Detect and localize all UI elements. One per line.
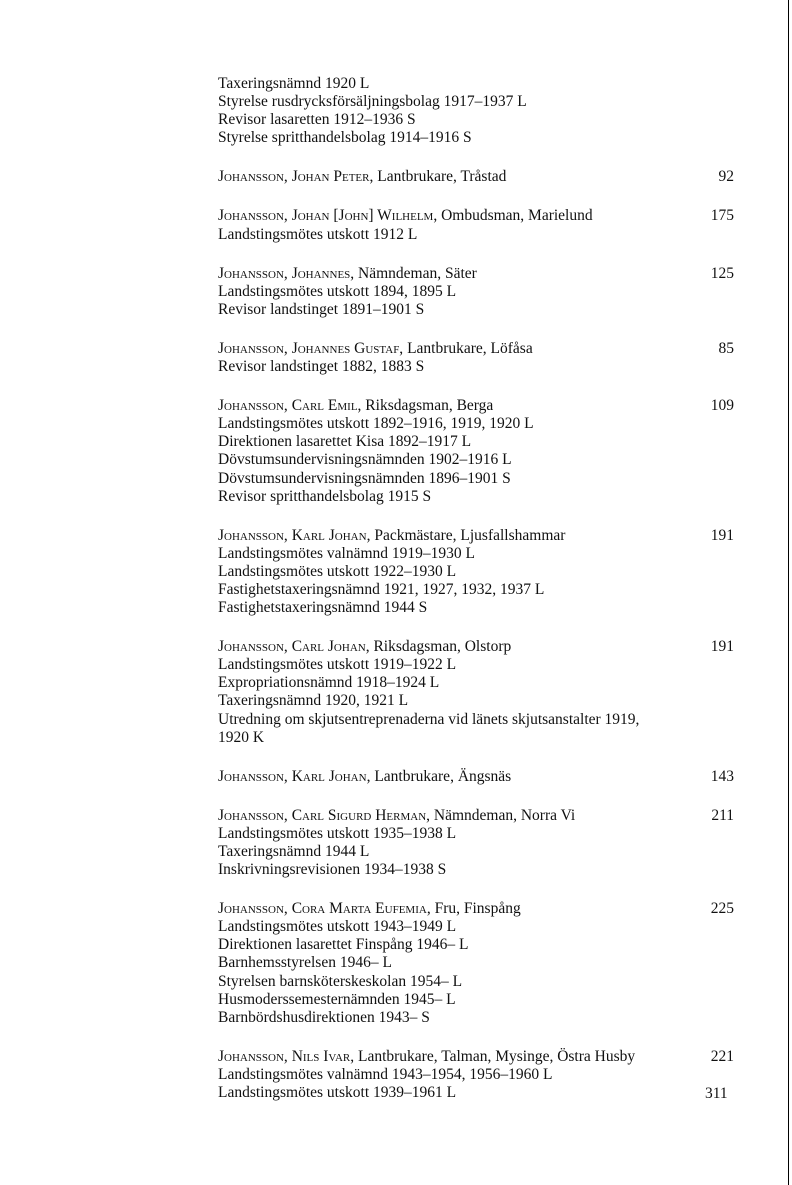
person-description: Riksdagsman, Berga (365, 397, 494, 415)
surname: Johansson, (218, 900, 288, 918)
register-entry (218, 768, 734, 786)
entry-heading (218, 168, 734, 186)
entry-line: Dövstumsundervisningsnämnden 1902–1916 L (218, 451, 512, 469)
person-description: Riksdagsman, Olstorp (373, 638, 512, 656)
person-description: Nämndeman, Norra Vi (433, 806, 576, 824)
surname: Johansson, (218, 207, 288, 225)
entry-line: Landstingsmötes utskott 1892–1916, 1919, 1920 L (218, 415, 534, 433)
entry-heading (218, 265, 734, 283)
given-names: Johannes, (291, 264, 355, 282)
person-name (218, 397, 493, 415)
given-names: Cora Marta Eufemia, (291, 900, 431, 918)
person-name (218, 207, 593, 225)
page-reference: 211 (711, 806, 734, 824)
entry-line: Direktionen lasarettet Finspång 1946– L (218, 936, 469, 954)
register-entry (218, 207, 734, 243)
given-names: Nils Ivar, (291, 1047, 355, 1065)
person-description: Fru, Finspång (434, 900, 521, 918)
given-names: Karl Johan, (291, 526, 371, 544)
page-reference: 92 (718, 168, 734, 186)
given-names: Carl Johan, (291, 638, 370, 656)
person-description: Lantbrukare, Ängsnäs (374, 767, 512, 785)
page-reference: 109 (710, 397, 734, 415)
person-description: Lantbrukare, Talman, Mysinge, Östra Husby (357, 1047, 636, 1065)
person-name (218, 807, 575, 825)
page-reference: 191 (710, 638, 734, 656)
register-entry (218, 265, 734, 319)
entry-line: Landstingsmötes utskott 1922–1930 L (218, 562, 457, 580)
page-reference: 191 (710, 526, 734, 544)
person-name (218, 265, 477, 283)
entry-line: Fastighetstaxeringsnämnd 1944 S (218, 599, 428, 617)
surname: Johansson, (218, 264, 288, 282)
continued-entry (218, 75, 734, 147)
surname: Johansson, (218, 526, 288, 544)
person-name (218, 340, 533, 358)
given-names: Johan [John] Wilhelm, (291, 207, 438, 225)
register-entry (218, 527, 734, 617)
entry-line: Taxeringsnämnd 1944 L (218, 843, 370, 860)
entry-line: Expropriationsnämnd 1918–1924 L (218, 674, 440, 692)
entry-line: Barnhemsstyrelsen 1946– L (218, 954, 392, 972)
entry-line: 1920 K (218, 728, 265, 746)
surname: Johansson, (218, 339, 288, 357)
entry-line: Landstingsmötes utskott 1919–1922 L (218, 656, 457, 674)
page-reference: 125 (710, 264, 734, 282)
person-name (218, 527, 565, 545)
entry-line: Styrelse rusdrycksförsäljningsbolag 1917–1937 L (218, 93, 527, 111)
entry-line: Utredning om skjutsentreprenaderna vid länets skjutsanstalter 1919, (218, 710, 640, 728)
entry-heading (218, 900, 734, 918)
given-names: Johannes Gustaf, (291, 339, 404, 357)
entry-line: Inskrivningsrevisionen 1934–1938 S (218, 861, 447, 879)
register-entry (218, 397, 734, 506)
entry-line: Landstingsmötes utskott 1939–1961 L (218, 1084, 457, 1102)
person-name (218, 1048, 635, 1066)
given-names: Carl Emil, (291, 397, 362, 415)
person-name (218, 768, 511, 786)
entry-line: Revisor landstinget 1882, 1883 S (218, 358, 425, 376)
entry-heading (218, 1048, 734, 1066)
entry-line: Styrelse spritthandelsbolag 1914–1916 S (218, 129, 472, 147)
entry-line: Barnbördshusdirektionen 1943– S (218, 1008, 430, 1026)
given-names: Johan Peter, (291, 168, 374, 186)
person-description: Nämndeman, Säter (358, 264, 477, 282)
register-entry (218, 1048, 734, 1102)
entry-line: Husmoderssemesternämnden 1945– L (218, 990, 456, 1008)
entry-line: Styrelsen barnsköterskeskolan 1954– L (218, 972, 463, 990)
entry-line: Revisor landstinget 1891–1901 S (218, 300, 425, 318)
person-name (218, 900, 521, 918)
entry-line: Landstingsmötes valnämnd 1943–1954, 1956–1960 L (218, 1065, 553, 1083)
register-entry (218, 168, 734, 186)
person-description: Lantbrukare, Löfåsa (407, 339, 533, 357)
entry-heading (218, 527, 734, 545)
register-entry (218, 340, 734, 376)
entry-line: Revisor lasaretten 1912–1936 S (218, 111, 416, 129)
entry-line: Landstingsmötes utskott 1943–1949 L (218, 918, 457, 936)
given-names: Carl Sigurd Herman, (291, 806, 431, 824)
surname: Johansson, (218, 168, 288, 186)
page-reference: 143 (710, 767, 734, 785)
person-description: Lantbrukare, Tråstad (377, 168, 507, 186)
page-reference: 85 (718, 339, 734, 357)
person-name (218, 168, 506, 186)
page-reference: 225 (710, 900, 734, 918)
register-entry (218, 807, 734, 879)
entry-line: Landstingsmötes utskott 1894, 1895 L (218, 282, 457, 300)
given-names: Karl Johan, (291, 767, 371, 785)
surname: Johansson, (218, 397, 288, 415)
person-name (218, 638, 511, 656)
person-description: Ombudsman, Marielund (441, 207, 593, 225)
entry-line: Landstingsmötes valnämnd 1919–1930 L (218, 544, 476, 562)
register-entry (218, 900, 734, 1027)
surname: Johansson, (218, 767, 288, 785)
page-reference: 175 (710, 207, 734, 225)
page-reference: 221 (710, 1047, 734, 1065)
entry-list (218, 168, 734, 1102)
entry-heading (218, 638, 734, 656)
entry-heading (218, 397, 734, 415)
entry-heading (218, 207, 734, 225)
entry-line: Dövstumsundervisningsnämnden 1896–1901 S (218, 469, 511, 487)
page-edge-line (788, 0, 789, 1185)
surname: Johansson, (218, 806, 288, 824)
entry-line: Landstingsmötes utskott 1935–1938 L (218, 824, 457, 842)
entry-heading (218, 340, 734, 358)
entry-line: Taxeringsnämnd 1920, 1921 L (218, 692, 409, 710)
page-number: 311 (705, 1085, 728, 1102)
entry-heading (218, 807, 734, 825)
surname: Johansson, (218, 1047, 288, 1065)
register-entry (218, 638, 734, 747)
entry-line: Landstingsmötes utskott 1912 L (218, 225, 418, 243)
entry-heading (218, 768, 734, 786)
entry-line: Direktionen lasarettet Kisa 1892–1917 L (218, 433, 472, 451)
surname: Johansson, (218, 638, 288, 656)
entry-line: Revisor spritthandelsbolag 1915 S (218, 487, 432, 505)
register-page (218, 75, 734, 1123)
entry-line: Fastighetstaxeringsnämnd 1921, 1927, 1932, 1937 L (218, 580, 545, 598)
person-description: Packmästare, Ljusfallshammar (374, 526, 566, 544)
entry-line: Taxeringsnämnd 1920 L (218, 75, 370, 92)
